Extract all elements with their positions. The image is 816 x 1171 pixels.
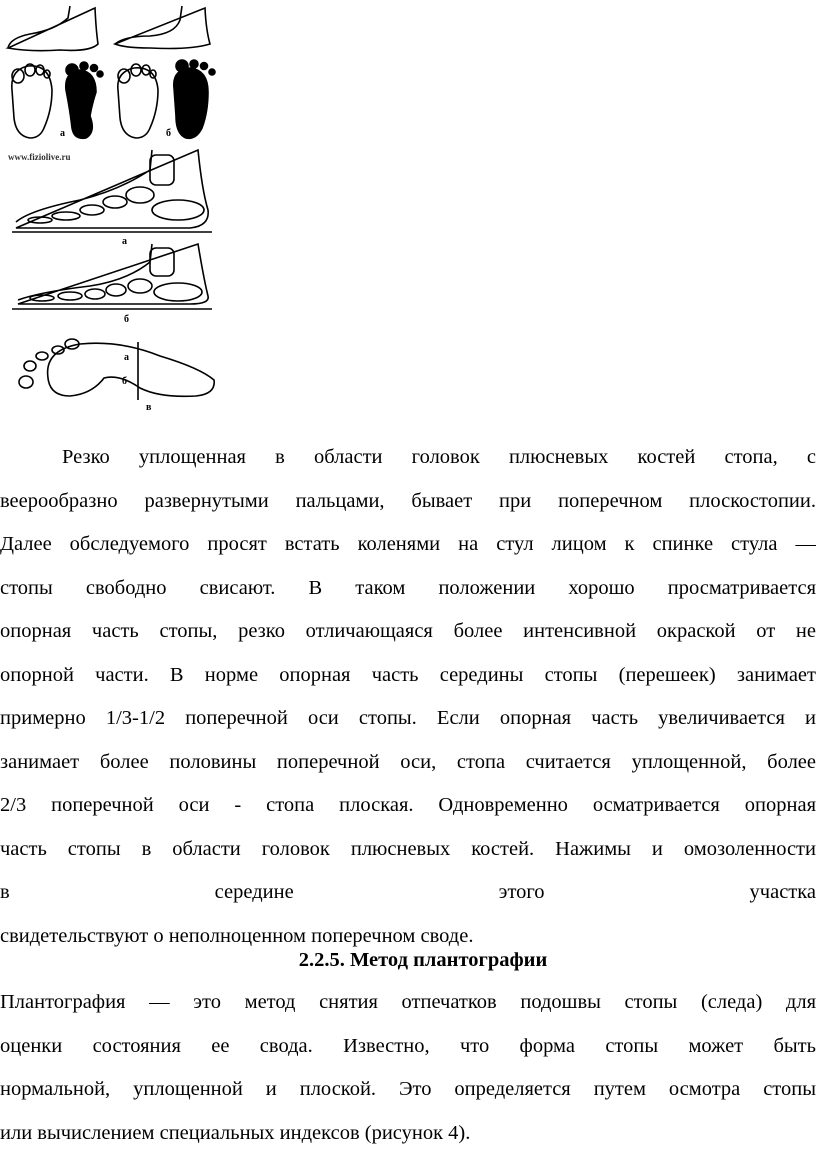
foot-side-view-a [8, 6, 98, 51]
text-line: свидетельствуют о неполноценном поперечном своде. [0, 924, 474, 947]
label-v-plantogram: в [146, 402, 152, 413]
text-line: Резко уплощенная в области головок плюсневых костей стопа, с [62, 446, 816, 468]
text-line: Далее обследуемого просят встать коленями на стул лицом к спинке стула — [0, 533, 816, 555]
text-line: 2/3 поперечной оси - стопа плоская. Одновременно осматривается опорная [0, 794, 816, 816]
text-line: нормальной, уплощенной и плоской. Это определяется путем осмотра стопы [0, 1078, 816, 1100]
label-a-skeleton: а [122, 236, 127, 247]
label-b-plantogram: б [122, 376, 127, 387]
foot-skeleton-normal [12, 150, 212, 232]
text-line: занимает более половины поперечной оси, стопа считается уплощенной, более [0, 750, 816, 773]
foot-side-view-b [115, 6, 210, 49]
text-line: стопы свободно свисают. В таком положении хорошо просматривается [0, 576, 816, 599]
plantogram-diagram [19, 339, 214, 400]
watermark: www.fiziolive.ru [8, 152, 71, 162]
label-a-footprints: а [60, 128, 65, 139]
text-line: опорной части. В норме опорная часть середины стопы (перешеек) занимает [0, 663, 816, 686]
footprint-outline-a [12, 64, 52, 138]
label-a-plantogram: а [124, 352, 129, 363]
text-line: или вычислением специальных индексов (рисунок 4). [0, 1121, 471, 1144]
label-b-skeleton: б [124, 314, 129, 325]
text-line: в середине этого участка [0, 881, 816, 903]
paragraph-flatfoot-description [0, 436, 816, 958]
footprint-outline-b [118, 64, 158, 138]
text-line: опорная часть стопы, резко отличающаяся более интенсивной окраской от не [0, 620, 816, 642]
label-b-footprints: б [166, 128, 171, 139]
footprint-filled-b [174, 60, 215, 138]
section-heading: 2.2.5. Метод плантографии [298, 949, 548, 971]
text-line: веерообразно развернутыми пальцами, бывает при поперечном плоскостопии. [0, 489, 816, 512]
foot-skeleton-flat [12, 244, 212, 309]
text-line: оценки состояния ее свода. Известно, что форма стопы может быть [0, 1034, 816, 1057]
footprint-filled-a [66, 62, 103, 138]
text-line: примерно 1/3-1/2 поперечной оси стопы. Если опорная часть увеличивается и [0, 707, 816, 729]
text-line: часть стопы в области головок плюсневых костей. Нажимы и омозоленности [0, 837, 816, 860]
foot-illustration [0, 0, 230, 415]
paragraph-plantography [0, 981, 816, 1155]
text-line: Плантография — это метод снятия отпечатков подошвы стопы (следа) для [0, 991, 816, 1013]
